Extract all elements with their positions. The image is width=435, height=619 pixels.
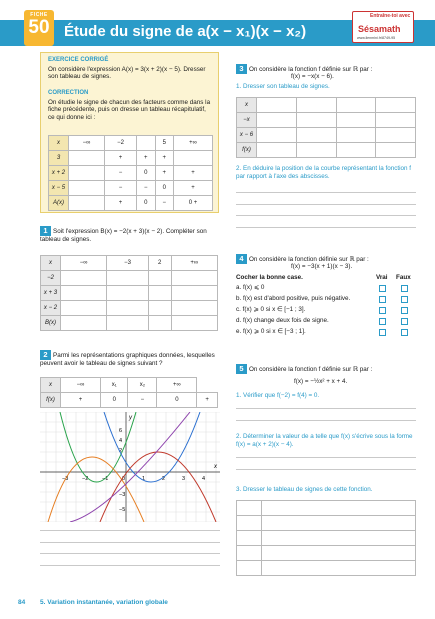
table-cell: − [137,181,155,196]
row-header: 3 [49,151,69,166]
table-cell [376,143,416,158]
exercise-3-formula: f(x) = −x(x − 6). [291,73,334,80]
exercise-5-q1-lines[interactable] [236,408,416,431]
row-header: f(x) [237,143,257,158]
curve-purple [70,412,190,522]
table-cell: 0 [137,196,155,211]
table-cell [148,316,171,331]
chapter-title: 5. Variation instantanée, variation globale [40,599,168,606]
table-cell [257,113,297,128]
exercise-3-table [236,97,416,158]
exercise-number: 1 [40,226,51,236]
exercise-5-q3: 3. Dresser le tableau de signes de cette fonction. [236,486,373,493]
table-cell [296,98,336,113]
y-tick-label: 6 [119,428,123,434]
table-cell [107,301,148,316]
table-cell [61,316,107,331]
table-cell: −2 [104,136,136,151]
exercise-5-q2: 2. Déterminer la valeur de a telle que f(x) s'écrive sous la forme f(x) = a(x + 2)(x − 4). [236,433,413,448]
table-cell [336,143,376,158]
table-cell: + [155,166,173,181]
true-checkbox[interactable] [379,318,386,325]
table-cell [107,316,148,331]
false-checkbox[interactable] [401,329,408,336]
exercise-number: 2 [40,350,51,360]
logo-url: www.lienmini.fr/8749-95 [357,36,396,40]
y-tick-label: 4 [119,438,123,444]
table-cell [61,271,107,286]
corrected-heading: EXERCICE CORRIGÉ [48,57,109,63]
x-tick-label: −3 [62,476,69,482]
grid [40,412,220,522]
table-cell [171,271,217,286]
fiche-badge [24,10,54,46]
table-cell: + [197,393,218,408]
table-cell [257,98,297,113]
table-cell: 0 [101,393,128,408]
exercise-5-q1: 1. Vérifier que f(−2) = f(4) = 0. [236,392,320,399]
page-number: 84 [18,599,26,606]
table-cell [296,113,336,128]
table-cell: 0 [137,166,155,181]
table-cell [376,128,416,143]
exercise-3-intro: On considère la fonction f définie sur ℝ par : [249,66,373,73]
table-cell: +∞ [157,378,197,393]
y-tick-label: −3 [119,492,126,498]
x-tick-label: 3 [182,476,186,482]
table-cell: − [155,196,173,211]
table-cell: + [61,393,101,408]
table-cell [69,181,105,196]
exercise-2-table [40,377,218,408]
table-cell [69,151,105,166]
curve-blue [104,412,200,482]
y-tick-label: −5 [119,507,126,513]
curve-green [60,412,136,482]
table-cell: + [155,151,173,166]
statement-item: d. f(x) change deux fois de signe. [236,317,329,324]
table-cell: 0 [157,393,197,408]
x-tick-label: 0 [122,476,126,482]
table-cell [336,113,376,128]
table-cell: x₂ [128,378,157,393]
table-cell [296,143,336,158]
false-checkbox[interactable] [401,307,408,314]
sesamath-logo[interactable] [352,11,414,43]
table-cell: − [104,166,136,181]
table-cell [257,143,297,158]
table-cell: + [174,181,213,196]
exercise-5-intro: On considère la fonction f définie sur ℝ par : [249,366,373,373]
correction-heading: CORRECTION [48,90,89,96]
table-cell: 0 + [174,196,213,211]
correction-text: On étudie le signe de chacun des facteurs comme dans la fiche précédente, puis on dresse un tableau récapitulatif, ce qui donne ici : [48,99,211,121]
corrected-exercise-box [40,52,219,213]
exercise-4-instruction: Cocher la bonne case. [236,274,303,281]
x-tick-label: −2 [82,476,89,482]
exercise-2-graph [40,412,220,522]
row-header: x − 2 [41,301,61,316]
x-tick-label: −1 [102,476,109,482]
table-cell: − [104,181,136,196]
exercise-2-text: Parmi les représentations graphiques données, lesquelles peuvent avoir le tableau de signes suivant ? [40,352,215,367]
exercise-1-table [40,255,218,331]
exercise-1-text: Soit l'expression B(x) = −2(x + 3)(x − 2). Compléter son tableau de signes. [40,228,207,243]
false-checkbox[interactable] [401,285,408,292]
table-cell [69,196,105,211]
exercise-5-q2-lines[interactable] [236,457,416,480]
exercise-5 [236,364,416,504]
col-true: Vrai [376,274,388,281]
y-axis-label: y [129,415,132,421]
table-cell [148,301,171,316]
table-cell [174,151,213,166]
table-cell: +∞ [171,256,217,271]
table-cell: −∞ [61,378,101,393]
corrected-sign-table [48,135,213,211]
row-header: B(x) [41,316,61,331]
table-cell: + [104,151,136,166]
true-checkbox[interactable] [379,307,386,314]
table-cell: 0 [155,181,173,196]
x-tick-label: 2 [162,476,166,482]
table-cell [137,136,155,151]
exercise-4-formula: f(x) = −3(x + 1)(x − 3). [291,263,353,270]
logo-brand: Sésamath [358,24,401,34]
exercise-5-sign-table[interactable] [236,500,416,576]
table-cell: + [137,151,155,166]
statement-item: e. f(x) ⩾ 0 si x ∈ [−3 ; 1]. [236,328,306,335]
fiche-number: 50 [28,17,50,38]
row-header: x − 5 [49,181,69,196]
table-cell: +∞ [174,136,213,151]
table-cell [336,128,376,143]
x-tick-label: 1 [142,476,146,482]
table-cell: −3 [107,256,148,271]
true-checkbox[interactable] [379,329,386,336]
table-cell [171,316,217,331]
row-header: x [237,98,257,113]
table-cell [69,166,105,181]
table-cell: 2 [148,256,171,271]
exercise-4 [236,254,416,344]
table-cell [376,113,416,128]
table-cell [336,98,376,113]
row-header: −x [237,113,257,128]
table-cell: + [104,196,136,211]
table-cell [257,128,297,143]
row-header: f(x) [41,393,61,408]
table-cell [107,286,148,301]
table-cell: + [174,166,213,181]
exercise-3-answer-lines[interactable] [236,192,416,238]
exercise-4-intro: On considère la fonction définie sur ℝ par : [249,256,369,263]
table-cell [61,286,107,301]
row-header: x [49,136,69,151]
logo-tagline: Entraîne-toi avec [370,13,411,19]
table-cell: − [128,393,157,408]
statement-item: c. f(x) ⩾ 0 si x ∈ [−1 ; 3]. [236,306,306,313]
exercise-number: 5 [236,364,247,374]
table-cell: −∞ [61,256,107,271]
row-header: x − 6 [237,128,257,143]
exercise-number: 4 [236,254,247,264]
table-cell [107,271,148,286]
x-axis-label: x [214,464,217,470]
statement-item: a. f(x) ⩽ 0 [236,284,265,291]
table-cell: x₁ [101,378,128,393]
table-cell [61,301,107,316]
y-tick-labels [119,428,125,513]
true-checkbox[interactable] [379,285,386,292]
false-checkbox[interactable] [401,318,408,325]
table-cell: 5 [155,136,173,151]
exercise-5-formula: f(x) = −½x² + x + 4. [294,378,348,385]
table-cell [296,128,336,143]
table-cell [148,286,171,301]
row-header: x + 2 [49,166,69,181]
row-header: A(x) [49,196,69,211]
page-title: Étude du signe de a(x − x₁)(x − x₂) [64,23,307,40]
row-header: −2 [41,271,61,286]
row-header: x [41,256,61,271]
statement-item: b. f(x) est d'abord positive, puis négative. [236,295,351,302]
table-cell: −∞ [69,136,105,151]
exercise-2-answer-lines[interactable] [40,530,220,576]
corrected-statement: On considère l'expression A(x) = 3(x + 2)(x − 5). Dresser son tableau de signes. [48,66,206,81]
false-checkbox[interactable] [401,296,408,303]
table-cell [171,286,217,301]
exercise-number: 3 [236,64,247,74]
y-tick-label: 2 [119,448,123,454]
exercise-3-q2: 2. En déduire la position de la courbe représentant la fonction f par rapport à l'axe des abscisses. [236,165,412,180]
row-header: x [41,378,61,393]
exercise-3-q1: 1. Dresser son tableau de signes. [236,83,330,90]
table-cell [376,98,416,113]
x-tick-label: 4 [202,476,206,482]
fiche-label: FICHE [30,12,48,18]
col-false: Faux [396,274,411,281]
table-cell [148,271,171,286]
row-header: x + 3 [41,286,61,301]
true-checkbox[interactable] [379,296,386,303]
table-cell [171,301,217,316]
